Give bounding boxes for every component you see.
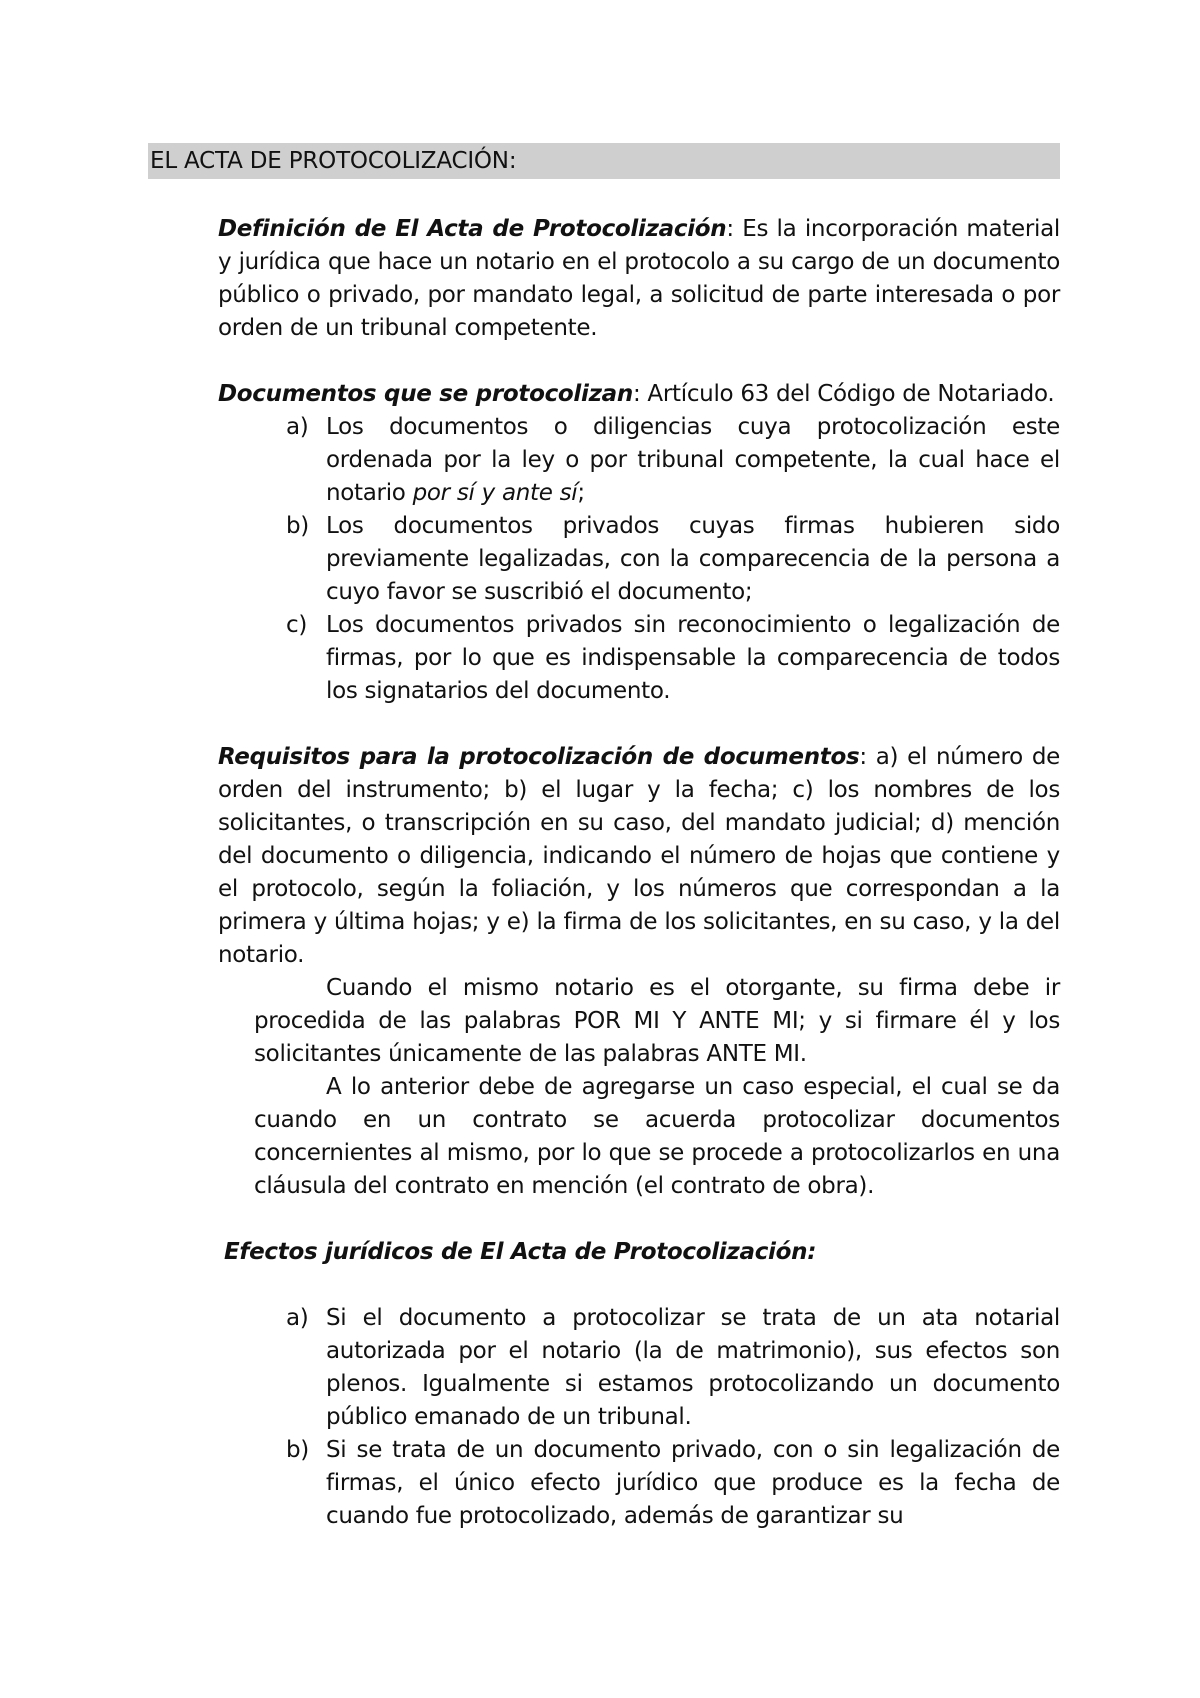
effects-list (218, 1302, 1060, 1533)
list-item: a) Los documentos o diligencias cuya protocolización este ordenada por la ley o por tribunal competente, la cual hace el notario por sí y ante sí; (218, 411, 1060, 510)
effects-heading: Efectos jurídicos de El Acta de Protocolización: (224, 1239, 817, 1265)
documents-text: : Artículo 63 del Código de Notariado. (632, 381, 1055, 407)
signature-note: Cuando el mismo notario es el otorgante, su firma debe ir procedida de las palabras POR MI Y ANTE MI; y si firmare él y los solicitantes únicamente de las palabras ANTE MI. (254, 975, 1060, 1067)
list-marker: a) (286, 414, 309, 440)
requirements-text: : a) el número de orden del instrumento; b) el lugar y la fecha; c) los nombres de los solicitantes, o transcripción en su caso, del mandato judicial; d) mención del documento o diligencia, indicando el número de hojas que contiene y el protocolo, según la foliación, y los números que correspondan a la primera y última hojas; y e) la firma de los solicitantes, en su caso, y la del notario. (218, 744, 1060, 968)
requirements-lead: Requisitos para la protocolización de documentos (218, 744, 860, 770)
document-body (218, 213, 1060, 1533)
section-title: EL ACTA DE PROTOCOLIZACIÓN: (148, 143, 1060, 179)
requirements-paragraph (218, 741, 1060, 972)
list-item: b) Si se trata de un documento privado, con o sin legalización de firmas, el único efecto jurídico que produce es la fecha de cuando fue protocolizado, además de garantizar su (218, 1434, 1060, 1533)
list-marker: b) (286, 1437, 309, 1463)
definition-text: : Es la incorporación material y jurídica que hace un notario en el protocolo a su cargo de un documento público o privado, por mandato legal, a solicitud de parte interesada o por orden de un tribunal competente. (218, 216, 1060, 341)
list-marker: c) (286, 612, 308, 638)
requirements-notes (254, 972, 1060, 1203)
list-item: a) Si el documento a protocolizar se trata de un ata notarial autorizada por el notario (la de matrimonio), sus efectos son plenos. Igualmente si estamos protocolizando un documento público emanado de un tribunal. (218, 1302, 1060, 1434)
list-item: c) Los documentos privados sin reconocimiento o legalización de firmas, por lo que es indispensable la comparecencia de todos los signatarios del documento. (218, 609, 1060, 708)
list-marker: a) (286, 1305, 309, 1331)
documents-paragraph (218, 378, 1060, 411)
list-marker: b) (286, 513, 309, 539)
list-item: b) Los documentos privados cuyas firmas hubieren sido previamente legalizadas, con la comparecencia de la persona a cuyo favor se suscribió el documento; (218, 510, 1060, 609)
documents-list (218, 411, 1060, 708)
documents-lead: Documentos que se protocolizan (218, 381, 633, 407)
special-case-note: A lo anterior debe de agregarse un caso especial, el cual se da cuando en un contrato se acuerda protocolizar documentos concernientes al mismo, por lo que se procede a protocolizarlos en una cláusula del contrato en mención (el contrato de obra). (254, 1074, 1060, 1199)
definition-lead: Definición de El Acta de Protocolización (218, 216, 727, 242)
definition-paragraph (218, 213, 1060, 345)
